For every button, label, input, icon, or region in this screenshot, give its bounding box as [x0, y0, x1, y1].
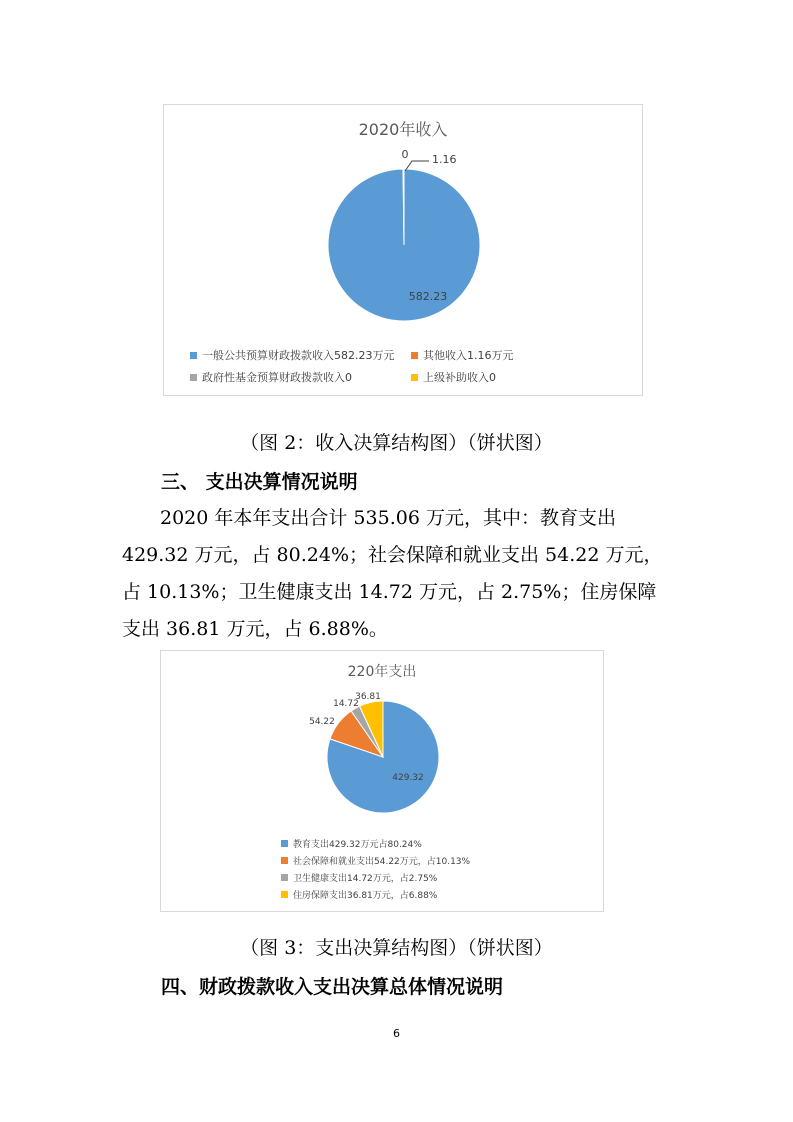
paragraph-line: 占 10.13%；卫生健康支出 14.72 万元，占 2.75%；住房保障: [122, 581, 657, 603]
legend-swatch: [281, 857, 288, 864]
data-label: 54.22: [309, 717, 335, 727]
legend-item-social-security: [281, 854, 470, 867]
paragraph-line: 支出 36.81 万元，占 6.88%。: [122, 618, 388, 640]
data-label: 1.16: [432, 153, 457, 166]
data-label: 582.23: [408, 290, 448, 303]
legend-label: 上级补助收入0: [423, 371, 496, 384]
legend-label: 教育支出429.32万元占80.24%: [293, 840, 422, 850]
legend-item-superior-subsidy: [411, 369, 496, 385]
legend-label: 其他收入1.16万元: [423, 349, 514, 362]
legend-label: 社会保障和就业支出54.22万元，占10.13%: [293, 857, 471, 867]
legend-label: 一般公共预算财政拨款收入582.23万元: [202, 349, 395, 362]
figure-3-caption: （图 3：支出决算结构图）（饼状图）: [240, 937, 553, 959]
legend-swatch: [281, 840, 288, 847]
chart-title: 2020年收入: [358, 120, 448, 139]
section-3-heading: 三、 支出决算情况说明: [161, 471, 358, 493]
data-label: 0: [401, 148, 409, 161]
legend-item-general-budget: [190, 347, 395, 363]
legend-label: 住房保障支出36.81万元，占6.88%: [293, 891, 438, 901]
paragraph-line: 429.32 万元，占 80.24%；社会保障和就业支出 54.22 万元，: [122, 544, 663, 566]
chart-title: 220年支出: [347, 664, 417, 680]
legend-item-housing: [281, 888, 437, 901]
expenditure-chart: [160, 650, 604, 912]
legend-swatch: [190, 374, 197, 381]
paragraph-line: 2020 年本年支出合计 535.06 万元，其中：教育支出: [160, 507, 616, 529]
legend-item-other-income: [411, 347, 514, 363]
legend-swatch: [411, 352, 418, 359]
data-label: 429.32: [392, 773, 424, 783]
income-legend: [164, 105, 642, 395]
expenditure-legend: [161, 651, 603, 911]
legend-item-education: [281, 837, 422, 850]
legend-label: 政府性基金预算财政拨款收入0: [202, 371, 352, 384]
section-4-heading: 四、财政拨款收入支出决算总体情况说明: [161, 976, 504, 998]
legend-item-gov-fund: [190, 369, 352, 385]
income-chart: [163, 104, 643, 396]
figure-2-caption: （图 2：收入决算结构图）（饼状图）: [240, 432, 553, 454]
legend-swatch: [411, 374, 418, 381]
data-label: 36.81: [355, 692, 381, 702]
legend-item-health: [281, 871, 437, 884]
legend-swatch: [281, 891, 288, 898]
page-number: 6: [393, 1027, 400, 1040]
legend-swatch: [190, 352, 197, 359]
legend-label: 卫生健康支出14.72万元，占2.75%: [293, 874, 438, 884]
expenditure-paragraph: [122, 500, 674, 648]
legend-swatch: [281, 874, 288, 881]
data-label: 14.72: [333, 699, 359, 709]
